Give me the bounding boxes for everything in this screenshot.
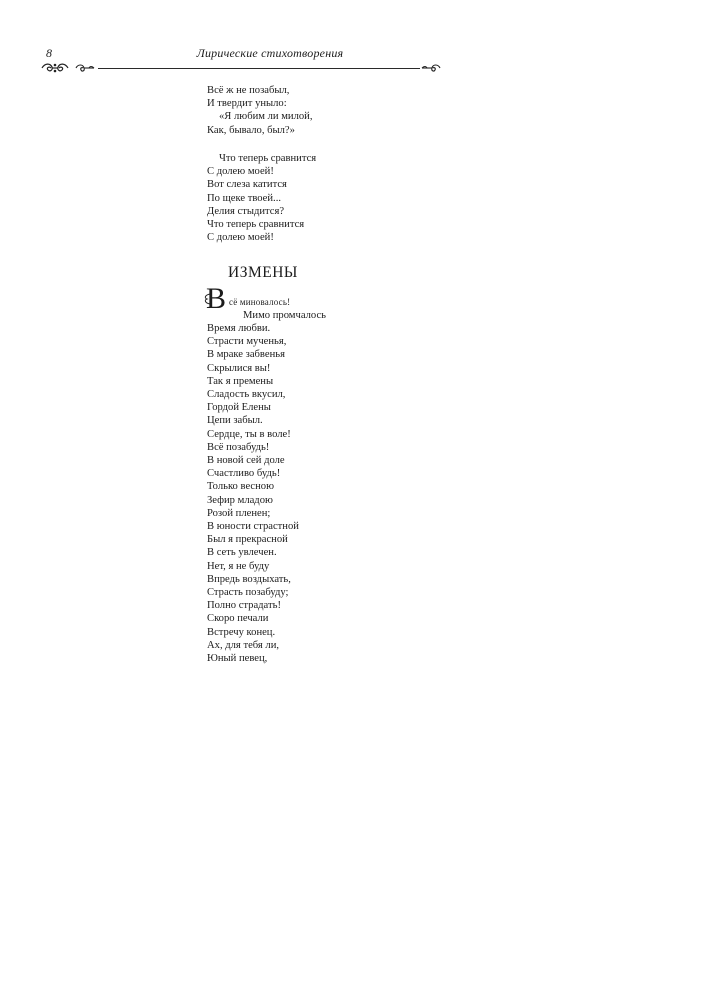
verse-line: В мраке забвенья xyxy=(207,349,285,361)
verse-line: Всё позабудь! xyxy=(207,441,270,453)
page-number: 8 xyxy=(46,46,52,60)
verse-line: Был я прекрасной xyxy=(207,534,288,546)
verse-line: Что теперь сравнится xyxy=(219,153,317,164)
verse-line: Юный певец, xyxy=(207,653,268,665)
small-scroll-ornament-icon xyxy=(74,63,96,73)
verse-line: Делия стыдится? xyxy=(207,205,285,217)
verse-line: Ах, для тебя ли, xyxy=(207,639,280,651)
verse-line: Страсти мученья, xyxy=(207,336,287,348)
stanza-two xyxy=(207,152,316,244)
poem-opening-lines xyxy=(229,296,326,322)
verse-line: Что теперь сравнится xyxy=(207,219,305,231)
verse-line: И твердит уныло: xyxy=(207,98,287,110)
poem-body xyxy=(207,322,299,665)
drop-cap-letter: В xyxy=(206,282,227,315)
verse-line: Впредь воздыхать, xyxy=(207,573,291,585)
verse-line: Цепи забыл. xyxy=(207,415,263,427)
verse-line: В юности страстной xyxy=(207,521,299,533)
verse-line xyxy=(229,296,326,309)
verse-line: Скоро печали xyxy=(207,613,269,625)
verse-line: По щеке твоей... xyxy=(207,192,281,204)
verse-line: Страсть позабуду; xyxy=(207,587,289,599)
verse-line: Встречу конец. xyxy=(207,626,276,638)
running-header: Лирические стихотворения xyxy=(196,46,344,60)
verse-line: Счастливо будь! xyxy=(207,468,281,480)
vine-scroll-ornament-icon xyxy=(40,62,70,74)
verse-line: Гордой Елены xyxy=(207,402,271,414)
verse-line: Нет, я не буду xyxy=(207,560,270,572)
verse-line: В сеть увлечен. xyxy=(207,547,277,559)
verse-line: С долею моей! xyxy=(207,166,274,178)
poem-title: ИЗМЕНЫ xyxy=(228,264,298,281)
verse-line: Зефир младою xyxy=(207,494,273,506)
verse-line: Мимо промчалось xyxy=(243,310,327,322)
stanza-one xyxy=(207,84,313,137)
header-rule xyxy=(98,68,420,69)
verse-line: Как, бывало, был?» xyxy=(207,124,295,136)
verse-line: Время любви. xyxy=(207,323,271,334)
verse-line: В новой сей доле xyxy=(207,455,285,467)
verse-line: С долею моей! xyxy=(207,232,274,244)
first-line-rest: сё миновалось! xyxy=(229,297,291,307)
verse-line: Так я премены xyxy=(207,375,274,387)
verse-line: Полно страдать! xyxy=(207,600,281,612)
verse-line: Всё ж не позабыл, xyxy=(207,85,290,96)
verse-line: «Я любим ли милой, xyxy=(219,111,313,123)
verse-line: Вот слеза катится xyxy=(207,179,287,191)
verse-line: Только весною xyxy=(207,481,274,493)
verse-line: Сердце, ты в воле! xyxy=(207,428,291,440)
verse-line: Сладость вкусил, xyxy=(207,389,286,401)
vine-scroll-ornament-icon xyxy=(420,63,442,73)
verse-line: Скрылися вы! xyxy=(207,362,271,374)
verse-line: Розой пленен; xyxy=(207,507,271,519)
